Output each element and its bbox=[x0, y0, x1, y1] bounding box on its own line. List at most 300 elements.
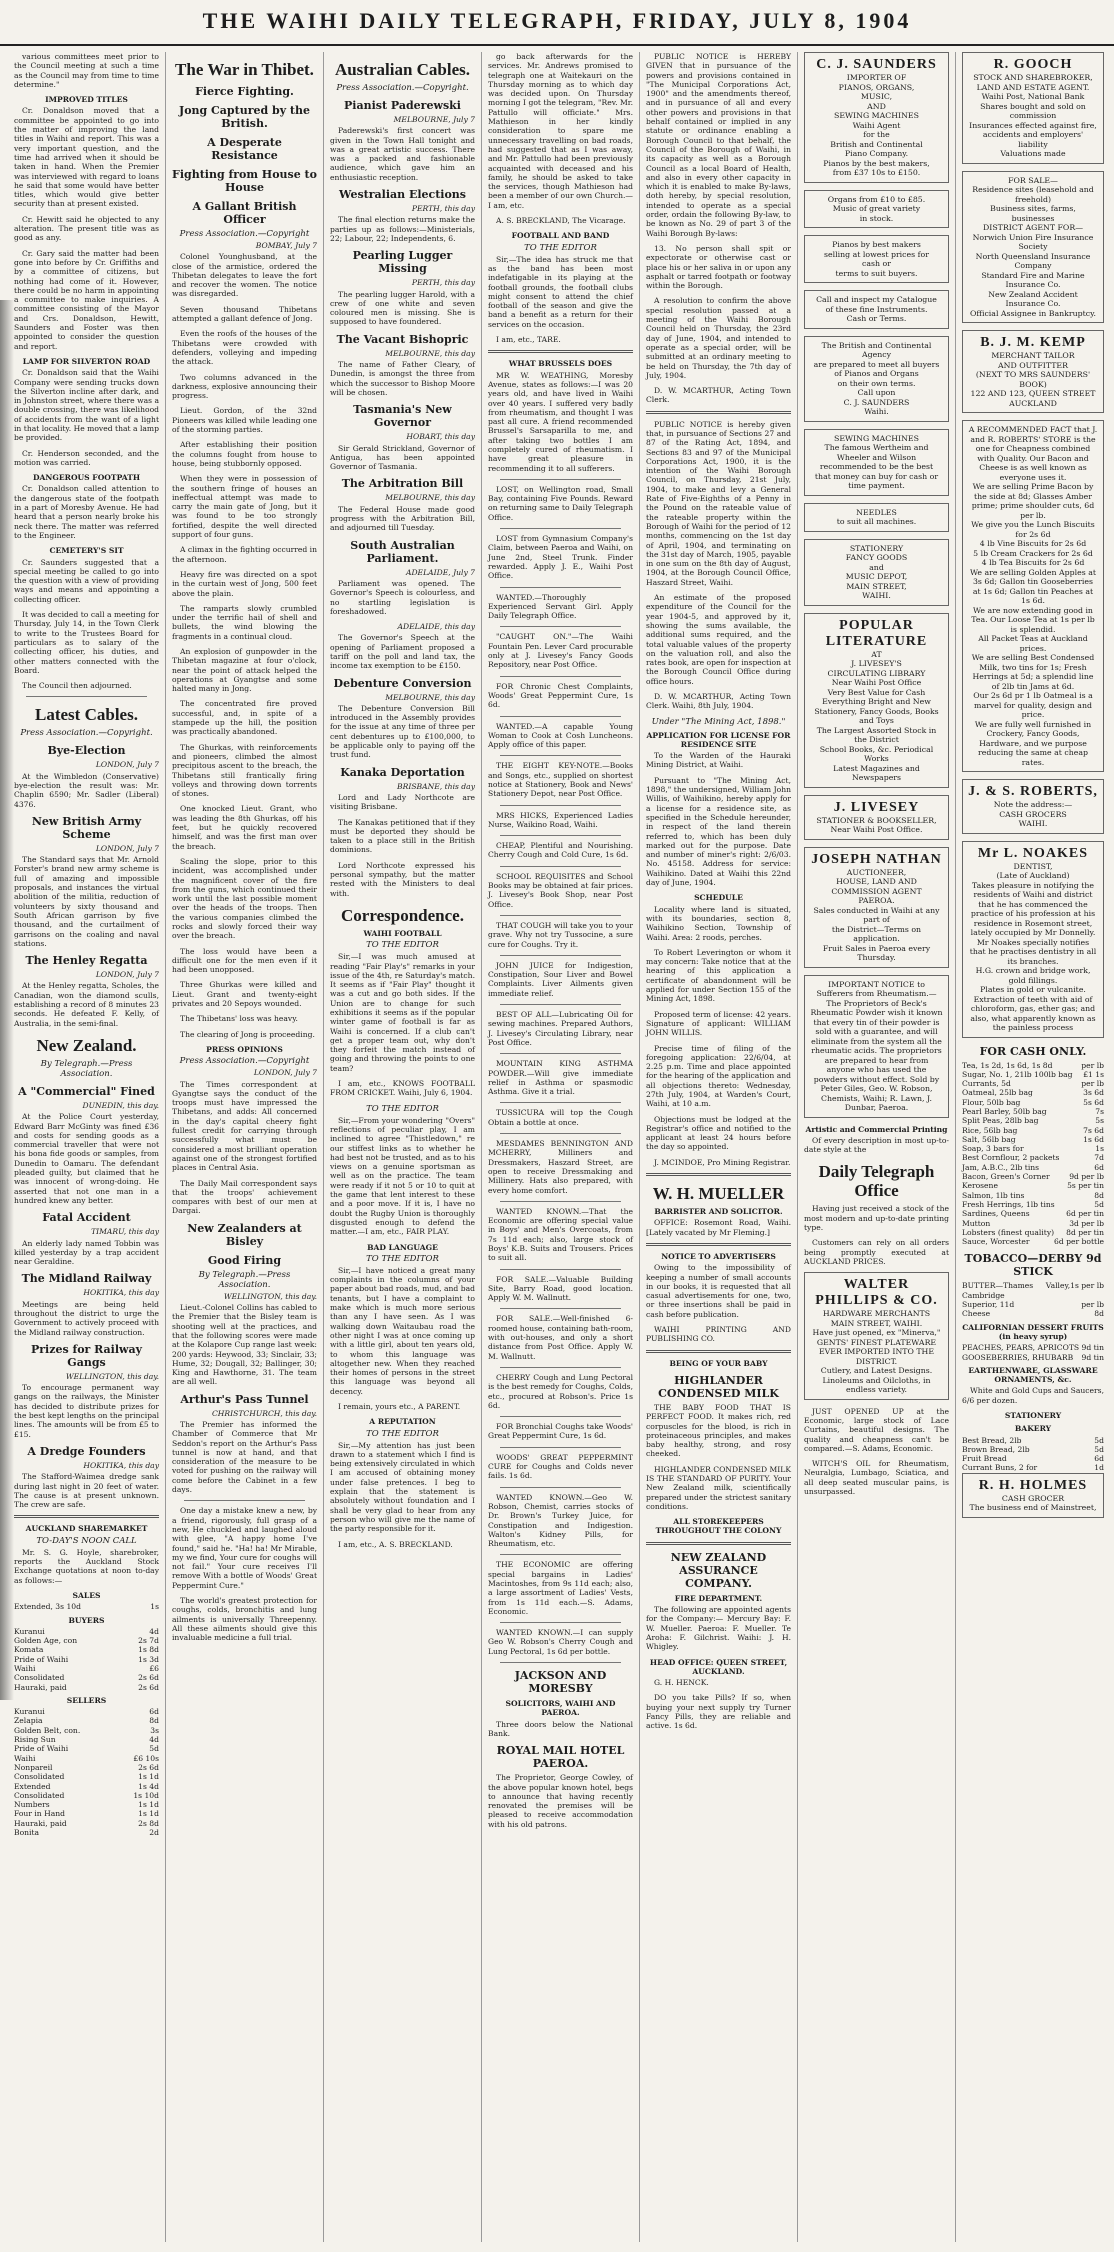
ad-line: Near Waihi Post Office. bbox=[830, 825, 923, 834]
double-divider bbox=[646, 411, 791, 414]
ad-line: 122 AND 123, QUEEN STREET bbox=[970, 389, 1096, 398]
row-value: 1s per lb bbox=[1070, 1281, 1104, 1291]
paragraph-text: The Debenture Conversion Bill introduced in the Assembly provides for the issue at any time of three per cent debentures up to £100,000, to be applicable only to paying off the trust fund. bbox=[330, 703, 475, 760]
section-heading: Artistic and Commercial Printing bbox=[805, 1124, 948, 1134]
paragraph-text: Of every description in most up-to-date style at the bbox=[804, 1135, 949, 1155]
ad-line: selling at lowest prices for bbox=[824, 249, 929, 259]
ad-line: STATIONER & BOOKSELLER, bbox=[816, 815, 937, 825]
byline: Press Association.—Copyright bbox=[179, 229, 310, 239]
row-item: Numbers bbox=[14, 1800, 50, 1810]
paragraph-text: Sir,—The idea has struck me that as the band has been most indefatigable in its playing at the football grounds, the football clubs might consent to attend the chief football of the season and give the band a benefit as a return for their services on the occasion. bbox=[488, 254, 633, 329]
paragraph-text: An estimate of the proposed expenditure of the Council for the year 1904-5, and approved by it, showing the sums available, the additional sums required, and the total valuable values of the property on the valuation roll, and also the rates book, are open for inspection at the Borough Council Office during office hours. bbox=[646, 593, 791, 686]
byline: Under "The Mining Act, 1898." bbox=[651, 716, 786, 727]
ad-line: Mr Noakes specially notifies that he practises dentistry in all its branches. bbox=[969, 937, 1097, 966]
major-headline: The War in Thibet. bbox=[175, 60, 314, 79]
price-list-row bbox=[14, 1726, 159, 1735]
row-item: Consolidated bbox=[14, 1790, 65, 1800]
dateline: BOMBAY, July 7 bbox=[255, 241, 317, 250]
row-item: Sauce, Worcester bbox=[962, 1237, 1030, 1247]
advertiser-name: Mr L. NOAKES bbox=[977, 845, 1089, 861]
ad-line: MUSIC, bbox=[860, 92, 893, 101]
advertisement bbox=[804, 613, 949, 788]
ad-line: Pianos by the best makers, bbox=[823, 158, 930, 168]
row-item: Sardines, Queens bbox=[962, 1209, 1030, 1219]
paragraph-text: The clearing of Jong is proceeding. bbox=[180, 1029, 315, 1039]
paragraph-text: Pursuant to "The Mining Act, 1898," the undersigned, William John Willis, of Waihikino, hereby apply for a license for a residence site, as specified in the Schedule hereunder, in respect of the land therein referred to, which has been duly marked out for the purpose. Date and number of miner's right: 2/6/03. No. 45158. Address for service: Waihikino. Dated at Waihi this 22nd day of June, 1904. bbox=[646, 775, 791, 888]
ad-line: of Pianos and Organs bbox=[834, 369, 919, 378]
paragraph-text: Lieut.-Colonel Collins has cabled to the Premier that the Bisley team is shooting well at the practices, and that the following scores were made at the Kolapore Cup range last week: 200 yards: Heywood, 33; Sinclair, 33; Hume, 32; Dougall, 32; Ballinger, 30; King and Hawthorne, 31. The team are all well. bbox=[172, 1303, 317, 1387]
column-1 bbox=[8, 52, 166, 2242]
paragraph-text: Colonel Younghusband, at the close of the armistice, ordered the Thibetan delegates to leave the fort and recover the women. The notice was disregarded. bbox=[172, 252, 317, 299]
price-list-row bbox=[962, 1153, 1104, 1162]
paragraph-text: WANTED KNOWN.—Geo W. Robson, Chemist, carries stocks of Dr. Brown's Turkey Juice, for Constipation and Indigestion. Walton's Kidney Pills, for Rheumatism, etc. bbox=[488, 1492, 633, 1549]
ad-line: Residence sites (leasehold and freehold) bbox=[972, 185, 1094, 204]
article-paragraph bbox=[646, 1010, 791, 1038]
paragraph-text: I remain, yours etc., A PARENT. bbox=[338, 1401, 461, 1411]
article-paragraph bbox=[488, 1453, 633, 1481]
ad-line: 5 lb Cream Crackers for 2s 6d bbox=[973, 548, 1093, 558]
row-item: Komata bbox=[14, 1645, 44, 1655]
ad-line: A RECOMMENDED FACT that J. and R. ROBERTS' STORE is the one for Cheapness combined with Quality. Our Bacon and Cheese is as well known as everyone uses it. bbox=[968, 425, 1098, 482]
price-list-row bbox=[962, 1098, 1104, 1107]
paragraph-text: Heavy fire was directed on a spot in the curtain west of Jong, 500 feet above the plain. bbox=[172, 569, 317, 598]
row-item: Consolidated bbox=[14, 1772, 65, 1782]
row-item: Lobsters (finest quality) bbox=[962, 1227, 1055, 1237]
article-headline: Arthur's Pass Tunnel bbox=[180, 1392, 309, 1406]
advertiser-name: POPULAR LITERATURE bbox=[825, 617, 928, 649]
article-paragraph bbox=[804, 1136, 949, 1155]
row-value: 1s 6d bbox=[1083, 1134, 1104, 1144]
paragraph-text: The Ghurkas, with reinforcements and pioneers, climbed the almost precipitous ascent to the breach, the Thibetans still frantically firing volleys and throwing down torrents of stones. bbox=[172, 742, 317, 799]
advertiser-name: WALTER PHILLIPS & CO. bbox=[815, 1277, 938, 1309]
article-paragraph bbox=[646, 593, 791, 686]
article-paragraph bbox=[172, 804, 317, 850]
price-list-row bbox=[14, 1754, 159, 1763]
double-divider bbox=[646, 1173, 791, 1176]
article-paragraph bbox=[488, 1773, 633, 1829]
section-heading: APPLICATION FOR LICENSE FOR RESIDENCE SITE bbox=[646, 730, 791, 749]
article-paragraph bbox=[488, 534, 633, 580]
paragraph-text: WANTED KNOWN.—That the Economic are offering special value in Boys' and Men's Overcoats, from 7s 11d each; also, large stock of Boys' K.B. Suits and Trousers. Prices to suit all. bbox=[488, 1206, 633, 1263]
price-list-row bbox=[962, 1191, 1104, 1200]
section-heading: CALIFORNIAN DESSERT FRUITS (in heavy syrup) bbox=[962, 1322, 1104, 1341]
row-value: 1s 4d bbox=[138, 1781, 159, 1791]
row-item: Flour, 50lb bag bbox=[962, 1097, 1021, 1107]
row-value: 5s bbox=[1095, 1116, 1104, 1126]
paragraph-text: Parliament was opened. The Governor's Speech is colourless, and no startling legislation is foreshadowed. bbox=[330, 578, 475, 616]
paragraph-text: Sir,—I was much amused at reading "Fair Play's" remarks in your issue of the 4th, re Saturday's match. It seems as if "Fair Play" thought it was a cut and go both sides. If the Union are to change for such exhibitions it seems as if the popular winter game of football is far as Waihi is concerned. If a club can't get a proper team out, why don't they forfeit the match instead of going and throwing the points to one team? bbox=[330, 952, 475, 1073]
article-headline: Fatal Accident bbox=[42, 1211, 131, 1225]
row-value: 1s 1d bbox=[138, 1772, 159, 1782]
article-paragraph bbox=[14, 449, 159, 468]
ad-line: SEWING MACHINES bbox=[834, 111, 919, 120]
price-list-row bbox=[962, 1463, 1104, 1472]
paragraph-text: The loss would have been a difficult one for the men even if it had been unopposed. bbox=[172, 946, 317, 975]
article-headline: Pianist Paderewski bbox=[344, 99, 461, 112]
paragraph-text: CHERRY Cough and Lung Pectoral is the best remedy for Coughs, Colds, etc., procured at Robson's. Price 1s 6d. bbox=[488, 1372, 633, 1410]
paragraph-text: Sir Gerald Strickland, Governor of Antigua, has been appointed Governor of Tasmania. bbox=[330, 443, 475, 472]
ad-line: Pianos by best makers bbox=[832, 240, 921, 249]
article-headline: Tasmania's New Governor bbox=[353, 403, 452, 430]
column-6 bbox=[798, 52, 956, 2242]
paragraph-text: One day a mistake knew a new, by a friend, rigorously, full grasp of a new, He chuckled and laughed aloud with glee, "A happy home I've found," said he. "Ha! ha! Mr Mirable, my we find, Your cure for coughs will not fail." Your cure receives I'll remove With a bottle of Woods' Great Peppermint Cure." bbox=[172, 1506, 317, 1590]
row-value: 1s 1d bbox=[138, 1809, 159, 1819]
advertisement bbox=[804, 795, 949, 840]
article-paragraph bbox=[14, 1472, 159, 1509]
divider bbox=[500, 1269, 621, 1270]
row-value: £6 bbox=[149, 1664, 159, 1673]
dateline: CHRISTCHURCH, this day. bbox=[212, 1408, 317, 1418]
advertisement bbox=[804, 539, 949, 606]
ad-line: Call upon bbox=[857, 388, 896, 397]
article-paragraph bbox=[330, 1079, 475, 1098]
byline: By Telegraph.—Press Association. bbox=[198, 1269, 291, 1290]
paragraph-text: 13. No person shall spit or expectorate or otherwise cast or place his or her saliva in or upon any asphalt or tarred footpath or footway within the Borough. bbox=[646, 243, 791, 291]
ad-line: H.G. crown and bridge work, gold fillings. bbox=[975, 966, 1091, 985]
price-list-row bbox=[962, 1079, 1104, 1088]
paragraph-text: At the Henley regatta, Scholes, the Canadian, won the diamond sculls, establishing a record of 8 minutes 23 seconds. He defeated F. Kelly, of Australia, in the semi-final. bbox=[14, 981, 159, 1028]
row-item: Pride of Waihi bbox=[14, 1744, 69, 1754]
ad-line: The famous Wertheim and bbox=[824, 443, 929, 452]
paragraph-text: Three Ghurkas were killed and Lieut. Grant and twenty-eight privates and 20 Sepoys wounded. bbox=[172, 980, 317, 1009]
row-value: 8d bbox=[1094, 1190, 1104, 1200]
article-paragraph bbox=[804, 1238, 949, 1266]
paragraph-text: An explosion of gunpowder in the Thibetan magazine at four o'clock, near the point of attack helped the operations at Gyangtse and some halted many in Jong. bbox=[172, 646, 317, 694]
article-paragraph bbox=[172, 305, 317, 324]
row-value: 9d per lb bbox=[1069, 1172, 1104, 1182]
byline: TO THE EDITOR bbox=[524, 242, 597, 253]
column-7 bbox=[956, 52, 1110, 2242]
article-paragraph bbox=[330, 360, 475, 397]
ad-line: IMPORTANT NOTICE to Sufferers from Rheumatism.—The Proprietors of Beck's Rheumatic Powder wish it known that every tin of their powder is sold with a guarantee, and will eliminate from the system all the rheumatic acids. The proprietors are prepared to hear from anyone who has used the powders without effect. Sold by Peter Giles, Geo. W. Robson, Chemists, Waihi; R. Lawn, J. Dunbar, Paeroa. bbox=[810, 979, 943, 1112]
section-heading: AUCKLAND SHAREMARKET bbox=[25, 1524, 148, 1534]
ad-line: British and Continental bbox=[830, 139, 923, 149]
ad-line: Extraction of teeth with aid of chloroform, gas, ether gas; and also, what apparently known as the painless process bbox=[970, 994, 1096, 1032]
major-headline: Latest Cables. bbox=[35, 705, 138, 725]
row-value: 6d bbox=[1094, 1162, 1104, 1172]
paragraph-text: BEST OF ALL—Lubricating Oil for sewing machines. Prepared Authors, J. Livesey's Circulating Library, near Post Office. bbox=[488, 1010, 633, 1047]
row-value: 1s 10d bbox=[133, 1790, 159, 1800]
row-item: Kuranui bbox=[14, 1707, 45, 1717]
paragraph-text: Objections must be lodged at the Registrar's office and notified to the applicant at least 24 hours before the day so appointed. bbox=[646, 1114, 791, 1152]
ad-line: Note the address:— bbox=[993, 800, 1073, 809]
row-value: 6d bbox=[1094, 1454, 1104, 1464]
price-list-row bbox=[14, 1636, 159, 1645]
price-list-row bbox=[962, 1163, 1104, 1172]
article-paragraph bbox=[172, 1596, 317, 1642]
paragraph-text: To the Warden of the Hauraki Mining District, at Waihi. bbox=[646, 751, 791, 770]
ad-line: Wheeler and Wilson recommended to be the best bbox=[819, 452, 934, 471]
row-value: 8d per tin bbox=[1066, 1227, 1104, 1237]
dateline: HOBART, this day bbox=[406, 432, 475, 442]
advertisement bbox=[962, 779, 1104, 834]
row-value: 2s 7d bbox=[138, 1636, 159, 1646]
article-paragraph bbox=[14, 981, 159, 1027]
ad-line: We give you the Lunch Biscuits for 2s 6d bbox=[971, 520, 1095, 539]
paragraph-text: To Robert Leverington or whom it may concern: Take notice that at the hearing of this application a certificate of abandonment will be applied for under Section 155 of the Mining Act, 1898. bbox=[646, 947, 791, 1004]
paragraph-text: PUBLIC NOTICE is HEREBY GIVEN that in pursuance of the powers and provisions contained in "The Municipal Corporations Act, 1900" and the amendments thereof, and in pursuance of all and every other powers and provisions in that behalf contained or implied in any statute or ordinance enabling a Borough Council to that behalf, the Council of the Borough of Waihi, in its capacity as well as a Borough Council as a local Board of Health, and also in every other capacity in which it is enabled to make By-laws, doth hereby, by special resolution, intended to operate as a special order, ordain the following By-law, to be known as No. 29 of part 3 of the Waihi Borough By-laws: bbox=[646, 52, 791, 238]
article-paragraph bbox=[488, 371, 633, 473]
advertisement bbox=[962, 52, 1104, 164]
paragraph-text: THE ECONOMIC are offering special bargains in Ladies' Macintoshes, from 9s 11d each; also, a large assortment of Ladies' Vests, from 1s 11d each.—S. Adams, Economic. bbox=[488, 1560, 633, 1616]
divider bbox=[500, 1201, 621, 1202]
paragraph-text: go back afterwards for the services. Mr. Andrews promised to telegraph one at Waitekauri on the Thursday morning as to which day was decided upon. On Thursday morning I got the telegram, "Rev. Mr. Pattullo will officiate." Mrs. Mathieson in her kindly consideration to spare me unnecessary travelling on bad roads, had suggested that as I was away, and Mr. Pattullo had been previously acquainted with deceased and his family, he should be asked to take the services, though Mathieson had been a member of our own Church.—I am, etc. bbox=[488, 52, 633, 210]
paragraph-text: Lieut. Gordon, of the 32nd Pioneers was killed while leading one of the storming parties. bbox=[172, 406, 317, 435]
paragraph-text: Having just received a stock of the most modern and up-to-date printing type. bbox=[804, 1204, 949, 1232]
paragraph-text: Cr. Donaldson moved that a committee be appointed to go into the matter of improving the land titles in Waihi and report. This was a very important question, and the time had arrived when it should be taken in hand. When the Premier was interviewed with regard to loans he said that some would have better titles, which would give better security than at present existed. bbox=[14, 106, 159, 209]
ad-line: We are fully well furnished in Crockery, Fancy Goods, Hardware, and we purpose reducing the same at cheap rates. bbox=[974, 719, 1092, 767]
article-paragraph bbox=[488, 1059, 633, 1096]
ad-line: AND OUTFITTER bbox=[998, 360, 1068, 370]
ad-line: Sales conducted in Waihi at any part of bbox=[813, 905, 940, 924]
paragraph-text: At the Wimbledon (Conservative) bye-election the result was: Mr. Chaplin 6590; Mr. Sadler (Liberal) 4376. bbox=[14, 771, 159, 809]
article-paragraph bbox=[330, 1116, 475, 1237]
paragraph-text: The Federal House made good progress with the Arbitration Bill, and adjourned till Tuesday. bbox=[330, 504, 475, 533]
section-heading: EARTHENWARE, GLASSWARE ORNAMENTS, &c. bbox=[968, 1365, 1098, 1385]
article-paragraph bbox=[488, 761, 633, 798]
row-value: 4d bbox=[149, 1735, 159, 1745]
ad-line: AUCKLAND bbox=[1009, 398, 1057, 408]
row-item: Extended bbox=[14, 1781, 51, 1791]
ad-line: We are selling Prime Bacon by the side at 8d; Glasses Amber prime; prime shoulder cuts, 6d per lb. bbox=[971, 482, 1095, 520]
article-paragraph bbox=[14, 215, 159, 243]
price-list-row bbox=[14, 1791, 159, 1800]
divider bbox=[500, 676, 621, 677]
ad-line: PIANOS, ORGANS, bbox=[838, 82, 915, 92]
article-headline: A "Commercial" Fined bbox=[18, 1084, 155, 1098]
row-value: 3s bbox=[150, 1725, 159, 1735]
ad-line: CASH GROCERS bbox=[999, 809, 1067, 819]
ad-line: We are selling Best Condensed Milk, two tins for 1s; Fresh Herrings at 5d; a splendid line of 2lb tin Jams at 6d. bbox=[971, 653, 1095, 691]
section-heading: IMPROVED TITLES bbox=[45, 95, 128, 105]
paragraph-text: The ramparts slowly crumbled under the terrific hail of shell and bullets, the wind blowing the fragments in a continual cloud. bbox=[172, 603, 317, 641]
advertiser-name: R. GOOCH bbox=[993, 57, 1073, 72]
ad-line: from £37 10s to £150. bbox=[832, 168, 921, 177]
price-list-row bbox=[14, 1645, 159, 1654]
section-heading: SCHEDULE bbox=[694, 893, 743, 903]
row-value: 5d bbox=[1094, 1435, 1104, 1445]
ad-line: North Queensland Insurance Company bbox=[975, 251, 1091, 270]
ad-line: AUCTIONEER, bbox=[846, 867, 907, 877]
ad-line: Plates in gold or vulcanite. bbox=[980, 985, 1086, 994]
divider bbox=[500, 915, 621, 916]
row-item: Zelapia bbox=[14, 1716, 43, 1726]
article-paragraph bbox=[646, 296, 791, 380]
byline: Press Association.—Copyright. bbox=[336, 83, 469, 93]
divider bbox=[26, 696, 147, 697]
row-value: 8d bbox=[1094, 1309, 1104, 1319]
double-divider bbox=[646, 1350, 791, 1353]
major-headline: Daily Telegraph Office bbox=[818, 1162, 935, 1201]
row-item: Fresh Herrings, 1lb tins bbox=[962, 1199, 1055, 1209]
ad-line: CIRCULATING LIBRARY bbox=[827, 668, 926, 678]
paragraph-text: Cr. Donaldson said that the Waihi Company were sending trucks down the Silverton incline after dark, and in Johnston street, where there was a double crossing, there was likelihood of accidents from the want of a light in that locality. He moved that a lamp be provided. bbox=[14, 368, 159, 443]
paragraph-text: Cr. Henderson seconded, and the motion was carried. bbox=[14, 448, 159, 467]
price-list-row bbox=[962, 1219, 1104, 1228]
paragraph-text: LOST from Gymnasium Company's Claim, between Paeroa and Waihi, on June 2nd, Steel Trunk. Finder rewarded. Apply J. E., Waihi Post Office. bbox=[488, 534, 633, 581]
row-value: 7s bbox=[1095, 1106, 1104, 1116]
divider bbox=[500, 866, 621, 867]
advertisement bbox=[804, 190, 949, 229]
paragraph-text: "CAUGHT ON."—The Waihi Fountain Pen. Lever Card procurable only at J. Livesey's Fancy Goods Repository, near Post Office. bbox=[488, 632, 633, 670]
article-paragraph bbox=[330, 704, 475, 760]
article-paragraph bbox=[172, 1030, 317, 1039]
dateline: MELBOURNE, July 7 bbox=[393, 115, 475, 124]
row-value: 8d bbox=[149, 1716, 159, 1726]
article-paragraph bbox=[172, 406, 317, 434]
advertisement bbox=[804, 975, 949, 1118]
article-paragraph bbox=[488, 1207, 633, 1263]
article-paragraph bbox=[646, 1465, 791, 1511]
article-paragraph bbox=[488, 593, 633, 621]
double-divider bbox=[646, 1542, 791, 1545]
ad-line: Music of great variety bbox=[832, 204, 921, 213]
section-heading: DANGEROUS FOOTPATH bbox=[32, 473, 141, 483]
advertiser-name: B. J. M. KEMP bbox=[980, 335, 1086, 350]
article-paragraph bbox=[330, 861, 475, 898]
row-item: Pearl Barley, 50lb bag bbox=[962, 1106, 1047, 1116]
ad-line: Stationery, Fancy Goods, Books and Toys bbox=[814, 706, 939, 725]
article-headline: Westralian Elections bbox=[338, 188, 466, 202]
ad-line: cash or bbox=[862, 259, 891, 268]
paragraph-text: Proposed term of license: 42 years. Signature of applicant: WILLIAM JOHN WILLIS. bbox=[646, 1009, 791, 1038]
price-list-row bbox=[962, 1436, 1104, 1445]
article-paragraph bbox=[14, 368, 159, 442]
row-item: Tea, 1s 2d, 1s 6d, 1s 8d bbox=[962, 1060, 1053, 1070]
row-value: 1s 1d bbox=[138, 1800, 159, 1810]
row-item: Superior, 11d bbox=[962, 1300, 1015, 1310]
article-paragraph bbox=[14, 681, 159, 690]
section-heading: A REPUTATION bbox=[369, 1417, 436, 1427]
row-item: Split Peas, 28lb bag bbox=[962, 1116, 1039, 1126]
masthead bbox=[0, 0, 1114, 46]
paragraph-text: MR W. WEATHING, Moresby Avenue, states as follows:—I was 20 years old, and have lived in Waihi over 40 years. I suffered very badly from rheumatism, and thought I was past all cure. A friend recommended Brussel's Sarsaparilla to me, and after taking two bottles I am completely cured of rheumatism. I have great pleasure in recommending it to all sufferers. bbox=[488, 370, 633, 473]
price-list-row bbox=[962, 1135, 1104, 1144]
ad-line: AT bbox=[871, 649, 882, 659]
row-item: Hauraki, paid bbox=[14, 1818, 67, 1828]
ad-line: AND bbox=[867, 101, 886, 111]
price-list-row bbox=[14, 1673, 159, 1682]
article-headline: FOR CASH ONLY. bbox=[979, 1044, 1087, 1058]
price-list-row bbox=[14, 1627, 159, 1636]
article-paragraph bbox=[488, 1010, 633, 1047]
article-paragraph bbox=[14, 610, 159, 675]
advertisement bbox=[804, 235, 949, 283]
section-heading: WAIHI FOOTBALL bbox=[363, 928, 442, 938]
ad-line: Valuations made bbox=[1000, 149, 1066, 158]
paragraph-text: THE BABY FOOD THAT IS PERFECT FOOD. It makes rich, red corpuscles for the blood, is rich in proteinaceous principles, and makes baby healthy, strong, and rosy cheeked. bbox=[646, 1402, 791, 1459]
paragraph-text: WITCH'S OIL for Rheumatism, Neuralgia, Lumbago, Sciatica, and all deep seated muscular pains, is unsurpassed. bbox=[804, 1459, 949, 1497]
article-paragraph bbox=[172, 474, 317, 539]
article-paragraph bbox=[172, 1303, 317, 1387]
price-list-row bbox=[14, 1683, 159, 1692]
paragraph-text: HIGHLANDER CONDENSED MILK IS THE STANDARD OF PURITY. Your New Zealand milk, scientifically prepared under the strictest sanitary conditions. bbox=[646, 1464, 791, 1511]
article-paragraph bbox=[172, 857, 317, 941]
article-paragraph bbox=[646, 905, 791, 942]
advertisement bbox=[962, 841, 1104, 1038]
ad-line: Piano Company. bbox=[844, 149, 909, 158]
article-paragraph bbox=[172, 1179, 317, 1216]
ad-line: STATIONERY bbox=[849, 543, 904, 553]
article-paragraph bbox=[172, 1080, 317, 1173]
row-value: 2s 6d bbox=[138, 1682, 159, 1692]
row-value: £6 10s bbox=[133, 1753, 159, 1763]
row-value: 1d bbox=[1094, 1463, 1104, 1473]
paragraph-text: FOR SALE.—Well-finished 6-roomed house, containing bath-room, with out-houses, and only a short distance from Post Office. Apply W. M. Wallnutt. bbox=[488, 1314, 633, 1361]
dateline: DUNEDIN, this day. bbox=[82, 1100, 159, 1110]
section-heading: FIRE DEPARTMENT. bbox=[674, 1593, 763, 1603]
paragraph-text: The Thibetans' loss was heavy. bbox=[180, 1014, 298, 1024]
byline: Press Association.—Copyright. bbox=[20, 728, 153, 739]
row-item: BUTTER—Thames Valley, Cambridge bbox=[962, 1281, 1071, 1300]
advertiser-name: JOSEPH NATHAN bbox=[811, 851, 942, 867]
paragraph-text: The Proprietor, George Cowley, of the above popular known hotel, begs to announce that having recently renovated the premises will be pleased to receive accommodation with his old patrons. bbox=[488, 1773, 633, 1829]
article-paragraph bbox=[330, 1266, 475, 1396]
price-list-row bbox=[962, 1172, 1104, 1181]
article-paragraph bbox=[488, 52, 633, 210]
row-item: Pride of Waihi bbox=[14, 1654, 69, 1664]
article-headline: The Midland Railway bbox=[21, 1272, 152, 1286]
advertisement bbox=[962, 171, 1104, 324]
ad-line: time payment. bbox=[848, 481, 905, 490]
ad-line: DENTIST, bbox=[1013, 861, 1053, 871]
ad-line: Insurances effected against fire, accidents and employers' liability bbox=[969, 120, 1097, 149]
paragraph-text: DO you take Pills? If so, when buying your next supply try Turner Fancy Pills, they are reliable and active. 1s 6d. bbox=[646, 1693, 791, 1731]
price-list-row bbox=[962, 1228, 1104, 1237]
price-list-row bbox=[962, 1454, 1104, 1463]
paragraph-text: An elderly lady named Tobbin was killed yesterday by a trap accident near Geraldine. bbox=[14, 1238, 159, 1267]
row-value: per lb bbox=[1081, 1079, 1104, 1089]
ad-line: C. J. SAUNDERS bbox=[843, 397, 910, 407]
row-item: Hauraki, paid bbox=[14, 1682, 67, 1692]
price-list-row bbox=[14, 1707, 159, 1716]
paragraph-text: LOST, on Wellington road, Small Bay, containing Five Pounds. Reward on returning same to Daily Telegraph Office. bbox=[488, 484, 633, 522]
article-paragraph bbox=[488, 722, 633, 750]
article-paragraph bbox=[172, 743, 317, 799]
ad-line: 4 lb Vine Biscuits for 2s 6d bbox=[979, 539, 1087, 548]
article-paragraph bbox=[488, 485, 633, 522]
row-item: Currant Buns, 2 for bbox=[962, 1463, 1038, 1473]
row-value: 1s bbox=[1095, 1144, 1104, 1154]
article-paragraph bbox=[488, 255, 633, 329]
dateline: MELBOURNE, this day bbox=[385, 692, 475, 702]
divider bbox=[500, 1622, 621, 1623]
row-item: Oatmeal, 25lb bag bbox=[962, 1088, 1033, 1098]
paragraph-text: It was decided to call a meeting for Thursday, July 14, in the Town Clerk to write to the Trustees Board for particulars as to salary of the collecting officer, his duties, and other matters connected with the Board. bbox=[14, 610, 159, 675]
price-list-row bbox=[962, 1088, 1104, 1097]
article-paragraph bbox=[172, 440, 317, 468]
article-headline: Pearling Lugger Missing bbox=[352, 249, 453, 276]
row-value: 2s 6d bbox=[138, 1762, 159, 1772]
advertisement bbox=[804, 847, 949, 968]
article-paragraph bbox=[14, 1112, 159, 1205]
row-value: 1s 8d bbox=[138, 1645, 159, 1655]
paragraph-text: Sir,—From your wondering "Overs" reflections of peculiar play, I am inclined to agree "Thistledown," re our stiffest links as to whether he had best not be trusted, and as to his views on a genuine sportsman as well as on the practice. The team were ready if it not 5 or 10 to quit at the game that lent interest to these and a poor move. If it is, I have no doubt the Rugby Union is thoroughly disgusted enough to defend the matter.—I am, etc., FAIR PLAY. bbox=[330, 1115, 475, 1237]
article-headline: New Zealanders at Bisley bbox=[187, 1221, 302, 1248]
article-paragraph bbox=[172, 647, 317, 693]
section-heading: BUYERS bbox=[68, 1615, 105, 1625]
section-heading: STATIONERY bbox=[1004, 1411, 1062, 1420]
paragraph-text: MESDAMES BENNINGTON AND MCHERRY, Milliners and Dressmakers, Haszard Street, are open to receive Dressmaking and Millinery. Hats also prepared, with every home comfort. bbox=[488, 1139, 633, 1195]
price-list-row bbox=[14, 1735, 159, 1744]
price-list-row bbox=[962, 1144, 1104, 1153]
row-item: Waihi bbox=[14, 1664, 36, 1673]
byline: TO THE EDITOR bbox=[366, 1103, 439, 1114]
row-item: PEACHES, PEARS, APRICOTS bbox=[962, 1343, 1080, 1353]
row-value: 6d bbox=[149, 1707, 159, 1717]
article-paragraph bbox=[330, 793, 475, 812]
article-paragraph bbox=[488, 1560, 633, 1616]
